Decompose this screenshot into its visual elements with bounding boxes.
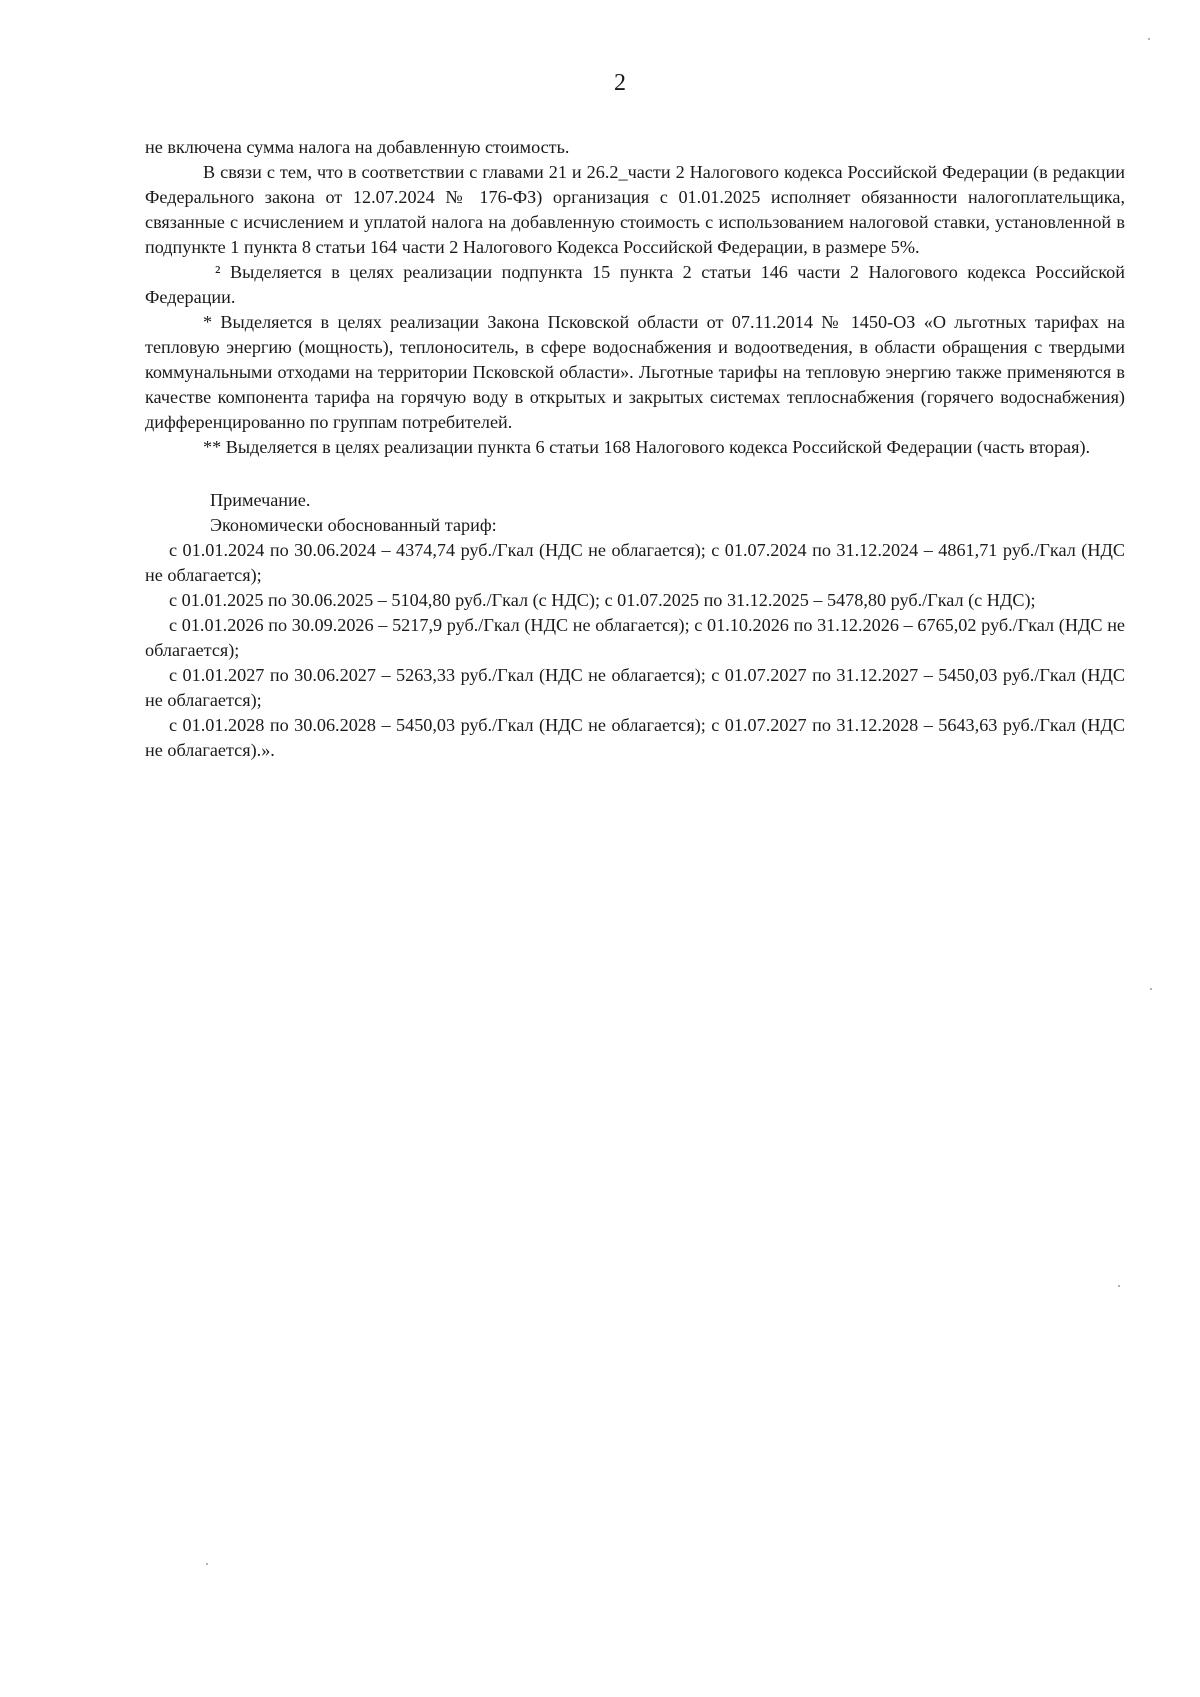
footnote-double-asterisk: ** Выделяется в целях реализации пункта 6 статьи 168 Налогового кодекса Российской Федерации (часть вторая). (203, 437, 1091, 457)
spacer (145, 460, 1125, 488)
footnote-asterisk: * Выделяется в целях реализации Закона Псковской области от 07.11.2014 № 1450-ОЗ «О льготных тарифах на тепловую энергию (мощность), теплоноситель, в сфере водоснабжения и водоотведения, в области обращения с твердыми коммунальными отходами на территории Псковской области». Льготные тарифы на тепловую энергию также применяются в качестве компонента тарифа на горячую воду в открытых и закрытых системах теплоснабжения (горячего водоснабжения) дифференцированно по группам потребителей. (145, 312, 1125, 432)
tariff-item: с 01.01.2024 по 30.06.2024 – 4374,74 руб./Гкал (НДС не облагается); с 01.07.2024 по 31.12.2024 – 4861,71 руб./Гкал (НДС не облагается); (145, 540, 1125, 585)
scan-speck (206, 1563, 208, 1565)
document-body (145, 135, 1125, 763)
scan-speck (1118, 1285, 1120, 1287)
tariff-item: с 01.01.2026 по 30.09.2026 – 5217,9 руб./Гкал (НДС не облагается); с 01.10.2026 по 31.12.2026 – 6765,02 руб./Гкал (НДС не облагается); (145, 615, 1125, 660)
scan-speck (1150, 988, 1152, 990)
tariff-item: с 01.01.2028 по 30.06.2028 – 5450,03 руб./Гкал (НДС не облагается); с 01.07.2027 по 31.12.2028 – 5643,63 руб./Гкал (НДС не облагается).». (145, 715, 1125, 760)
page-number: 2 (614, 70, 626, 96)
note-heading: Примечание. (210, 490, 311, 510)
tariff-item: с 01.01.2027 по 30.06.2027 – 5263,33 руб./Гкал (НДС не облагается); с 01.07.2027 по 31.12.2027 – 5450,03 руб./Гкал (НДС не облагается); (145, 665, 1125, 710)
paragraph-vat-obligation: В связи с тем, что в соответствии с главами 21 и 26.2_части 2 Налогового кодекса Российской Федерации (в редакции Федерального закона от 12.07.2024 № 176-ФЗ) организация с 01.01.2025 исполняет обязанности налогоплательщика, связанные с исчислением и уплатой налога на добавленную стоимость с использованием налоговой ставки, установленной в подпункте 1 пункта 8 статьи 164 части 2 Налогового Кодекса Российской Федерации, в размере 5%. (145, 162, 1125, 257)
tariff-item: с 01.01.2025 по 30.06.2025 – 5104,80 руб./Гкал (с НДС); с 01.07.2025 по 31.12.2025 – 5478,80 руб./Гкал (с НДС); (169, 590, 1036, 610)
note-subheading: Экономически обоснованный тариф: (210, 515, 497, 535)
footnote-2: ² Выделяется в целях реализации подпункта 15 пункта 2 статьи 146 части 2 Налогового кодекса Российской Федерации. (145, 262, 1125, 307)
scan-speck (1148, 38, 1150, 40)
paragraph-vat-excluded: не включена сумма налога на добавленную стоимость. (145, 137, 570, 157)
